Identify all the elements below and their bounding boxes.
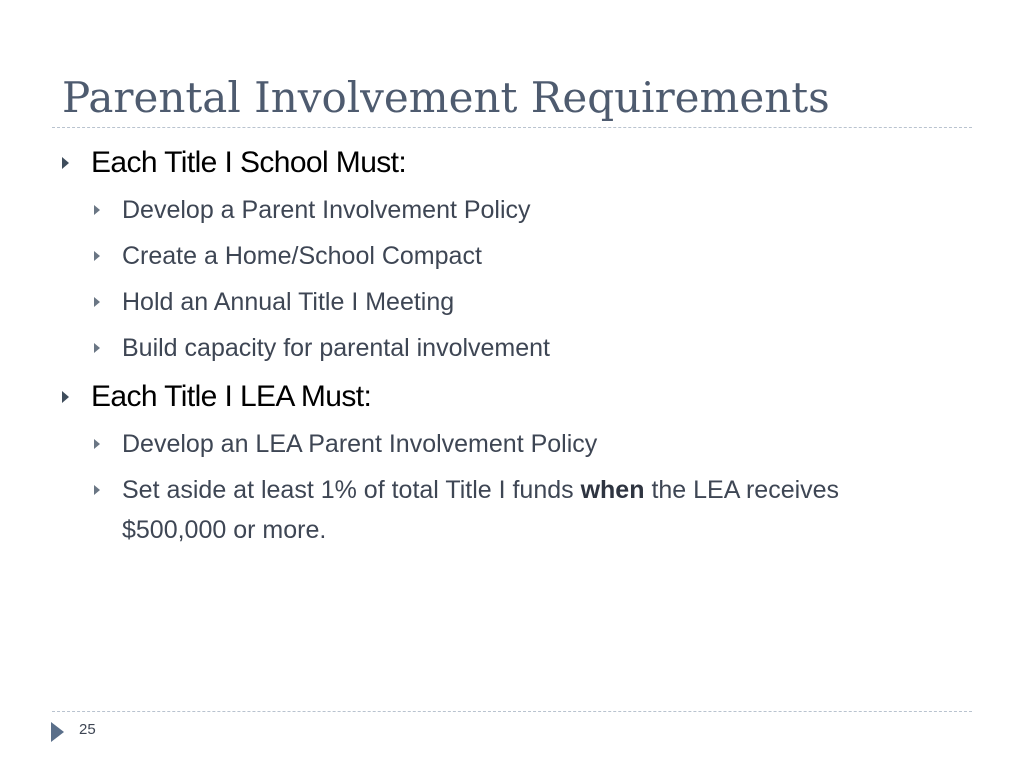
heading-text: Each Title I LEA Must: [91,380,372,413]
list-item-text [122,470,882,550]
sub-bullet-list [62,190,942,374]
list-item-text: Develop a Parent Involvement Policy [122,196,531,224]
sub-bullet-list [62,424,942,550]
triangle-right-icon [94,297,100,307]
triangle-right-icon [62,157,69,169]
list-item-text: Build capacity for parental involvement [122,334,551,362]
triangle-right-icon [94,205,100,215]
slide-title: Parental Involvement Requirements [62,73,830,122]
triangle-right-icon [94,343,100,353]
page-number: 25 [79,721,96,738]
slide-content [62,142,942,550]
list-item [94,424,942,470]
list-item [94,282,942,328]
footer-divider [52,711,972,712]
list-item [94,236,942,282]
rich-text-before: Set aside at least 1% of total Title I funds [122,476,581,504]
list-item-text: Hold an Annual Title I Meeting [122,288,455,316]
list-item [94,328,942,374]
triangle-right-icon [94,485,100,495]
bullet-heading [62,142,942,190]
list-item [94,190,942,236]
bullet-heading [62,376,942,424]
heading-text: Each Title I School Must: [91,146,407,179]
emphasis-when: when [580,476,645,504]
list-item-text: Develop an LEA Parent Involvement Policy [122,430,598,458]
title-divider [52,127,972,128]
section-school [62,142,942,374]
triangle-right-icon [51,722,64,742]
section-lea [62,376,942,550]
rich-text-after: the LEA receives $500,000 or more. [122,476,840,544]
list-item [94,470,942,550]
triangle-right-icon [62,391,69,403]
triangle-right-icon [94,439,100,449]
triangle-right-icon [94,251,100,261]
list-item-text: Create a Home/School Compact [122,242,482,270]
